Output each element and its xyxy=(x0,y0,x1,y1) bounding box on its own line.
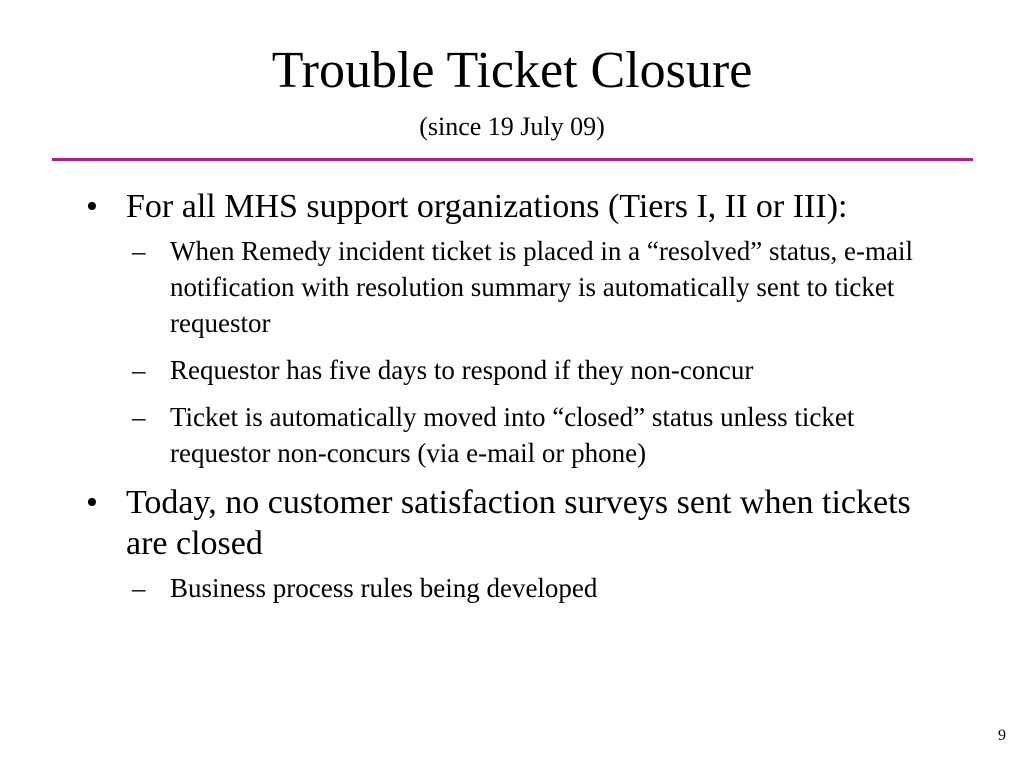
sub-bullet-text: Requestor has five days to respond if they non-concur xyxy=(170,355,754,385)
sub-bullet-text: Ticket is automatically moved into “closed” status unless ticket requestor non-concurs (via e-mail or phone) xyxy=(170,402,855,468)
sub-bullet-marker: – xyxy=(132,355,146,385)
slide-subtitle: (since 19 July 09) xyxy=(419,112,605,141)
sub-bullet-text: When Remedy incident ticket is placed in a “resolved” status, e-mail notification with resolution summary is automatically sent to ticket requestor xyxy=(170,236,913,338)
bullet-item xyxy=(86,482,956,564)
bullet-marker: • xyxy=(86,484,98,521)
bullet-list xyxy=(86,186,956,617)
bullet-text: Today, no customer satisfaction surveys sent when tickets are closed xyxy=(126,484,911,562)
title-divider xyxy=(52,158,973,161)
bullet-item xyxy=(86,186,956,227)
sub-bullet-marker: – xyxy=(132,236,146,266)
bullet-marker: • xyxy=(86,188,98,225)
bullet-text: For all MHS support organizations (Tiers I, II or III): xyxy=(126,188,848,225)
page-number: 9 xyxy=(998,727,1006,744)
sub-bullet-marker: – xyxy=(132,573,146,603)
sub-bullet-item xyxy=(132,570,956,606)
sub-bullet-marker: – xyxy=(132,402,146,432)
sub-bullet-text: Business process rules being developed xyxy=(170,573,598,603)
sub-bullet-item xyxy=(132,352,956,388)
sub-bullet-item xyxy=(132,233,956,341)
slide-title: Trouble Ticket Closure xyxy=(271,42,753,99)
sub-bullet-item xyxy=(132,399,956,471)
